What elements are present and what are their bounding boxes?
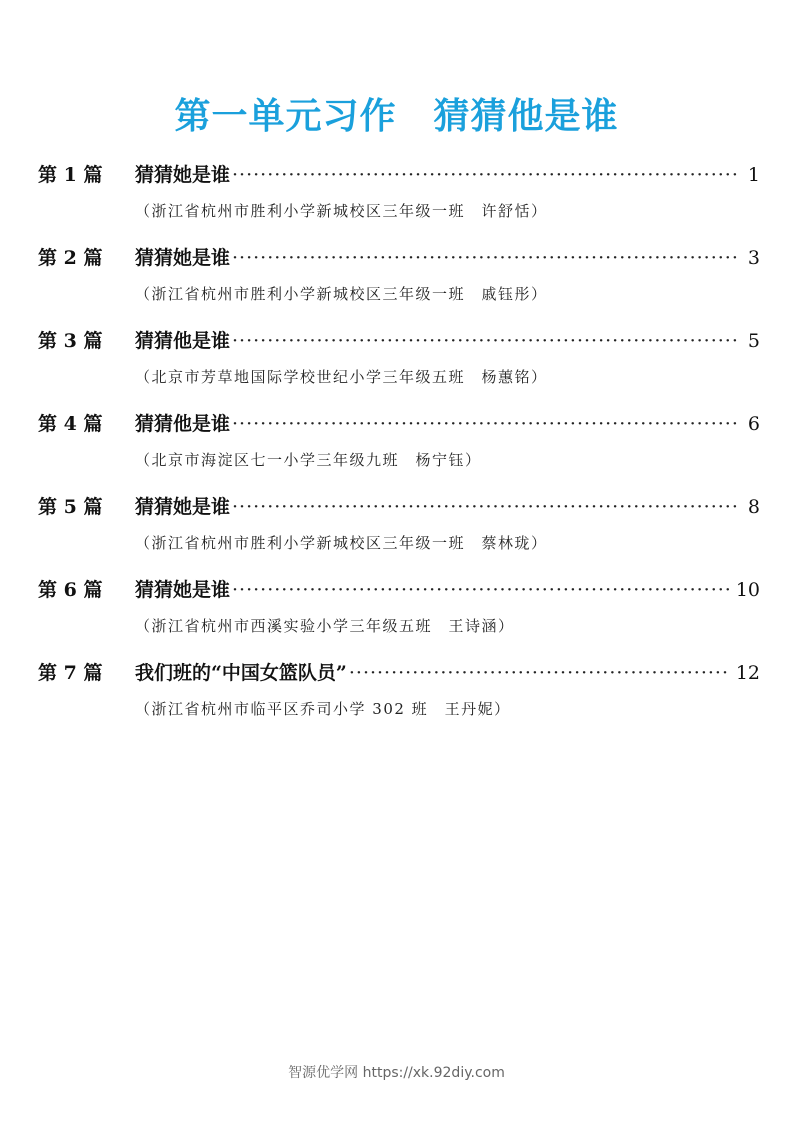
toc-entry-line xyxy=(38,326,760,362)
toc-entry-6[interactable] xyxy=(38,575,760,658)
entry-page-number: 8 xyxy=(747,496,760,518)
dot-leader xyxy=(232,579,730,601)
entry-title: 猜猜她是谁 xyxy=(135,496,231,518)
entry-title: 猜猜他是谁 xyxy=(135,330,231,352)
entry-title: 猜猜他是谁 xyxy=(135,413,231,435)
dot-leader xyxy=(232,247,740,269)
dot-leader xyxy=(349,662,730,684)
dot-leader xyxy=(232,413,740,435)
entry-source: （浙江省杭州市胜利小学新城校区三年级一班 戚钰彤） xyxy=(135,285,548,303)
entry-title: 猜猜她是谁 xyxy=(135,247,231,269)
toc-entry-line xyxy=(38,658,760,694)
toc-entry-4[interactable] xyxy=(38,409,760,492)
dot-leader xyxy=(232,330,740,352)
entry-source: （浙江省杭州市西溪实验小学三年级五班 王诗涵） xyxy=(135,617,515,635)
toc-entry-2[interactable] xyxy=(38,243,760,326)
entry-page-number: 6 xyxy=(747,413,760,435)
page-title: 第一单元习作 猜猜他是谁 xyxy=(174,96,619,137)
entry-source: （浙江省杭州市临平区乔司小学 302 班 王丹妮） xyxy=(135,700,511,718)
toc-entry-3[interactable] xyxy=(38,326,760,409)
toc-entry-line xyxy=(38,160,760,196)
entry-title: 我们班的“中国女篮队员” xyxy=(135,662,347,684)
entry-source: （浙江省杭州市胜利小学新城校区三年级一班 许舒恬） xyxy=(135,202,548,220)
entry-number: 第 3 篇 xyxy=(38,330,103,352)
dot-leader xyxy=(232,496,740,518)
entry-page-number: 12 xyxy=(735,662,760,684)
footer-watermark[interactable]: 智源优学网 https://xk.92diy.com xyxy=(288,1065,505,1081)
entry-source: （北京市芳草地国际学校世纪小学三年级五班 杨蕙铭） xyxy=(135,368,548,386)
entry-number: 第 7 篇 xyxy=(38,662,103,684)
toc-entry-line xyxy=(38,243,760,279)
toc-entry-line xyxy=(38,409,760,445)
entry-page-number: 10 xyxy=(735,579,760,601)
entry-title: 猜猜她是谁 xyxy=(135,164,231,186)
entry-page-number: 5 xyxy=(747,330,760,352)
toc-entry-line xyxy=(38,492,760,528)
entry-number: 第 1 篇 xyxy=(38,164,103,186)
entry-number: 第 2 篇 xyxy=(38,247,103,269)
entry-number: 第 4 篇 xyxy=(38,413,103,435)
entry-page-number: 3 xyxy=(747,247,760,269)
table-of-contents xyxy=(38,160,760,741)
toc-entry-5[interactable] xyxy=(38,492,760,575)
dot-leader xyxy=(232,164,740,186)
toc-entry-line xyxy=(38,575,760,611)
entry-source: （北京市海淀区七一小学三年级九班 杨宁钰） xyxy=(135,451,482,469)
entry-page-number: 1 xyxy=(747,164,760,186)
entry-number: 第 6 篇 xyxy=(38,579,103,601)
toc-entry-7[interactable] xyxy=(38,658,760,741)
toc-entry-1[interactable] xyxy=(38,160,760,243)
entry-source: （浙江省杭州市胜利小学新城校区三年级一班 蔡林珑） xyxy=(135,534,548,552)
entry-number: 第 5 篇 xyxy=(38,496,103,518)
entry-title: 猜猜她是谁 xyxy=(135,579,231,601)
